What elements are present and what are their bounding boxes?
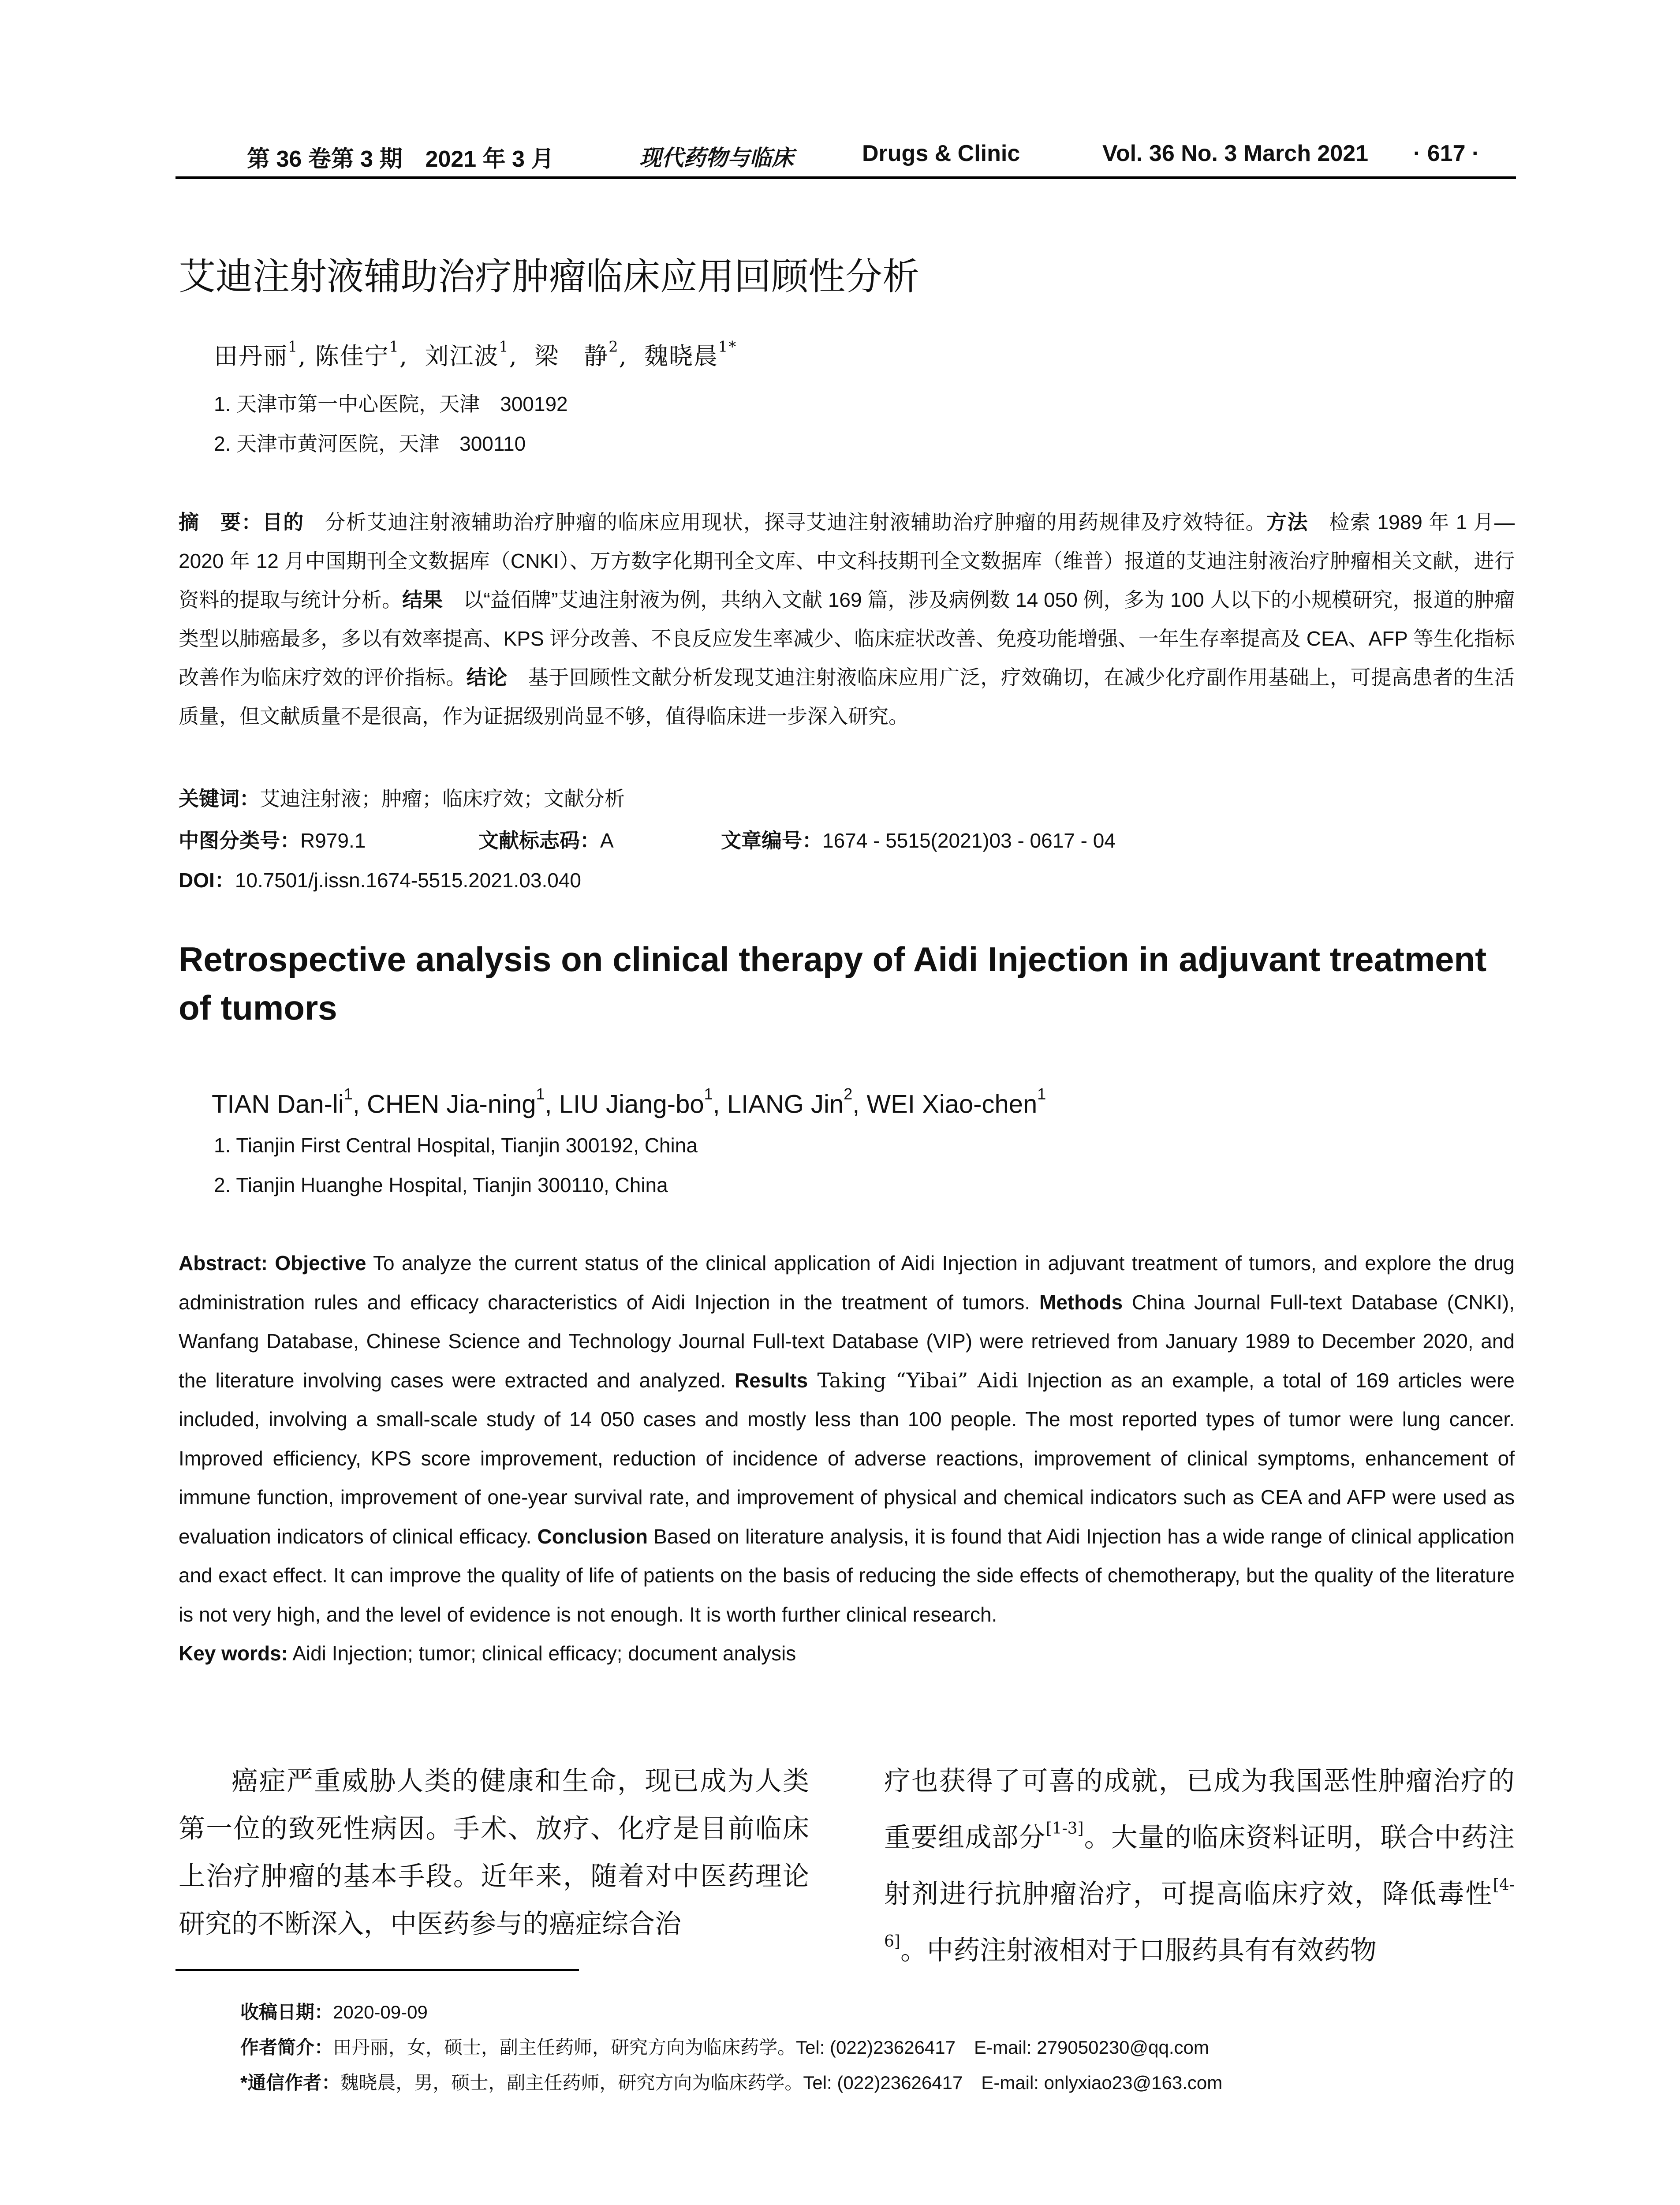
body-text: 。大量的临床资料证明，联合中药注射剂进行抗肿瘤治疗，可提高临床疗效，降低毒性 — [884, 1822, 1515, 1910]
header-volume-cn: 第 36 卷第 3 期 2021 年 3 月 — [247, 146, 554, 172]
methods-text: 检索 1989 年 1 月—2020 年 12 月中国期刊全文数据库（CNKI）、万方数字化期刊全文库、中文科技期刊全文数据库（维普）报道的艾迪注射液治疗肿瘤相关文献，进行资料的提取与统计分析。 — [179, 511, 1515, 611]
results-label: 结果 — [402, 588, 443, 611]
author-name: 陈佳宁 — [315, 342, 389, 370]
doi-line — [179, 864, 581, 893]
footnote-corresponding — [240, 2068, 1222, 2095]
author-affil-mark: 1 — [343, 1085, 353, 1103]
author-name: 刘江波 — [425, 342, 499, 370]
author-name: 魏晓晨 — [644, 342, 719, 370]
author-name: LIU Jiang-bo — [559, 1090, 704, 1119]
methods-label: Methods — [1039, 1290, 1123, 1314]
body-text: 疗也获得了可喜的成就，已成为我国恶性肿瘤治疗的重要组成部分 — [884, 1766, 1515, 1853]
author-list-en: TIAN Dan-$li^1$, CHEN Jia-ning$^1$, LIU Jiang-$bo^1$, LIANG Jin$^2$, WEI Xiao-chen$^1$ — [212, 1085, 1046, 1119]
keywords-text: Aidi Injection; tumor; clinical efficacy; document analysis — [287, 1642, 796, 1665]
author-affil-mark: 1 — [1037, 1085, 1046, 1103]
author-list-cn: 田丹丽$^1$, 陈佳宁$^1$, 刘江波$^1$, 梁 静$^2$, 魏晓晨$^{1*}$ — [214, 338, 737, 370]
doc-code-label: 文献标志码： — [478, 829, 600, 852]
keywords-text: 艾迪注射液；肿瘤；临床疗效；文献分析 — [260, 787, 625, 810]
clc-label: 中图分类号： — [179, 829, 300, 852]
body-column-left — [179, 1757, 809, 1948]
author-name: TIAN Dan-li — [212, 1090, 344, 1119]
footnote-author-bio — [240, 2033, 1209, 2059]
results-text: 以“益佰牌”艾迪注射液为例，共纳入文献 169 篇，涉及病例数 14 050 例，多为 100 人以下的小规模研究，报道的肿瘤类型以肺癌最多，多以有效率提高、KPS 评分改善、不良反应发生率减少、临床症状改善、免疫功能增强、一年生存率提高及 CEA、AFP 等生化指标改善作为临床疗效的评价指标。 — [179, 588, 1515, 689]
article-title-cn: 艾迪注射液辅助治疗肿瘤临床应用回顾性分析 — [179, 256, 920, 297]
affiliation-en-1: 1. Tianjin First Central Hospital, Tianjin 300192, China — [214, 1134, 698, 1157]
body-column-right — [884, 1757, 1515, 1974]
received-label: 收稿日期： — [240, 2002, 333, 2022]
author-name: LIANG Jin — [727, 1090, 844, 1119]
author-affil-mark: 1 — [288, 338, 299, 355]
corresponding-text: 魏晓晨，男，硕士，副主任药师，研究方向为临床药学。Tel: (022)23626417 E-mail: onlyxiao23@163.com — [340, 2072, 1223, 2093]
header-journal-en: Drugs & Clinic — [862, 141, 1020, 166]
header-volume-en: Vol. 36 No. 3 March 2021 — [1102, 141, 1369, 166]
author-name: WEI Xiao-chen — [866, 1090, 1038, 1119]
objective-text: 分析艾迪注射液辅助治疗肿瘤的临床应用现状，探寻艾迪注射液辅助治疗肿瘤的用药规律及疗效特征。 — [304, 511, 1267, 534]
conclusion-label: Conclusion — [537, 1525, 648, 1548]
author-affil-mark: 2 — [609, 338, 619, 355]
doi-value: 10.7501/j.issn.1674-5515.2021.03.040 — [235, 869, 581, 892]
author-bio-label: 作者简介： — [240, 2037, 333, 2058]
objective-label: 目的 — [262, 511, 304, 534]
results-text: Injection as an example, a total of 169 articles were included, involving a small-scale study of 14 050 cases and mostly less than 100 people. The most reported types of tumor were lung cancer. Improved efficiency, KPS score improvement, reduction of incidence of adverse reactions, improvement of clinical symptoms, enhancement of immune function, improvement of one-year survival rate, and improvement of physical and chemical indicators such as CEA and AFP were used as evaluation indicators of clinical efficacy. — [179, 1368, 1515, 1548]
abstract-label: 摘 要： — [179, 511, 262, 534]
body-paragraph: 癌症严重威胁人类的健康和生命，现已成为人类第一位的致死性病因。手术、放疗、化疗是目前临床上治疗肿瘤的基本手段。近年来，随着对中医药理论研究的不断深入，中医药参与的癌症综合治 — [179, 1766, 809, 1940]
article-number — [721, 825, 1116, 854]
classification-line — [179, 825, 366, 854]
article-no-value: 1674 - 5515(2021)03 - 0617 - 04 — [822, 829, 1116, 852]
abstract-cn — [179, 503, 1515, 736]
header-journal-cn: 现代药物与临床 — [639, 145, 794, 171]
affiliation-en-2: 2. Tianjin Huanghe Hospital, Tianjin 300110, China — [214, 1174, 668, 1196]
methods-label: 方法 — [1266, 511, 1308, 534]
header-page-number: · 617 · — [1413, 141, 1480, 166]
author-bio-text: 田丹丽，女，硕士，副主任药师，研究方向为临床药学。Tel: (022)23626417 E-mail: 279050230@qq.com — [333, 2037, 1209, 2058]
article-title-en: Retrospective analysis on clinical therapy of Aidi Injection in adjuvant treatment of tumors — [179, 940, 1487, 1027]
keywords-label: Key words: — [179, 1642, 288, 1665]
author-affil-mark: 1 — [536, 1085, 545, 1103]
author-affil-mark: 1* — [718, 338, 737, 355]
conclusion-text: 基于回顾性文献分析发现艾迪注射液临床应用广泛，疗效确切，在减少化疗副作用基础上，可提高患者的生活质量，但文献质量不是很高，作为证据级别尚显不够，值得临床进一步深入研究。 — [179, 666, 1515, 728]
author-affil-mark: 1 — [704, 1085, 713, 1103]
keywords-cn — [179, 783, 625, 812]
footnote-received — [240, 1998, 428, 2024]
citation-ref: [1-3] — [1045, 1820, 1084, 1838]
clc-value: R979.1 — [300, 829, 366, 852]
doc-code-value: A — [600, 829, 614, 852]
footnote-rule — [175, 1969, 579, 1971]
methods-text: China Journal Full-text Database (CNKI), Wanfang Database, Chinese Science and Technology Journal Full-text Database (VIP) were retrieved from January 1989 to December 2020, and the literature involving cases were extracted and analyzed. — [179, 1290, 1515, 1392]
author-name: 梁 静 — [534, 342, 609, 370]
doi-label: DOI： — [179, 869, 235, 892]
received-date: 2020-09-09 — [333, 2002, 428, 2022]
results-quote-text: Taking “Yibai” Aidi — [808, 1368, 1018, 1392]
affiliation-cn-1: 1. 天津市第一中心医院，天津 300192 — [214, 392, 568, 415]
document-code — [478, 825, 614, 854]
author-affil-mark: 1 — [389, 338, 399, 355]
affiliation-cn-2: 2. 天津市黄河医院，天津 300110 — [214, 432, 526, 455]
body-text: 。中药注射液相对于口服药具有有效药物 — [900, 1935, 1377, 1966]
corresponding-label: *通信作者： — [240, 2072, 340, 2093]
abstract-label: Abstract: — [179, 1252, 268, 1274]
conclusion-label: 结论 — [466, 666, 508, 689]
author-affil-mark: 2 — [844, 1085, 853, 1103]
author-name: CHEN Jia-ning — [366, 1090, 536, 1119]
citation-ref: [4-6] — [884, 1876, 1515, 1951]
keywords-label: 关键词： — [179, 787, 260, 810]
abstract-en — [179, 1244, 1515, 1673]
results-label: Results — [735, 1368, 808, 1392]
objective-text: To analyze the current status of the clinical application of Aidi Injection in adjuvant treatment of tumors, and explore the drug administration rules and efficacy characteristics of Aidi Injection in the treatment of tumors. — [179, 1252, 1515, 1314]
objective-label: Objective — [275, 1252, 366, 1274]
article-no-label: 文章编号： — [721, 829, 822, 852]
conclusion-text: Based on literature analysis, it is found that Aidi Injection has a wide range of clinical application and exact effect. It can improve the quality of life of patients on the basis of reducing the side effects of chemotherapy, but the quality of the literature is not very high, and the level of evidence is not enough. It is worth further clinical research. — [179, 1525, 1515, 1626]
author-affil-mark: 1 — [499, 338, 509, 355]
header-rule — [175, 176, 1516, 179]
author-name: 田丹丽 — [214, 342, 288, 370]
